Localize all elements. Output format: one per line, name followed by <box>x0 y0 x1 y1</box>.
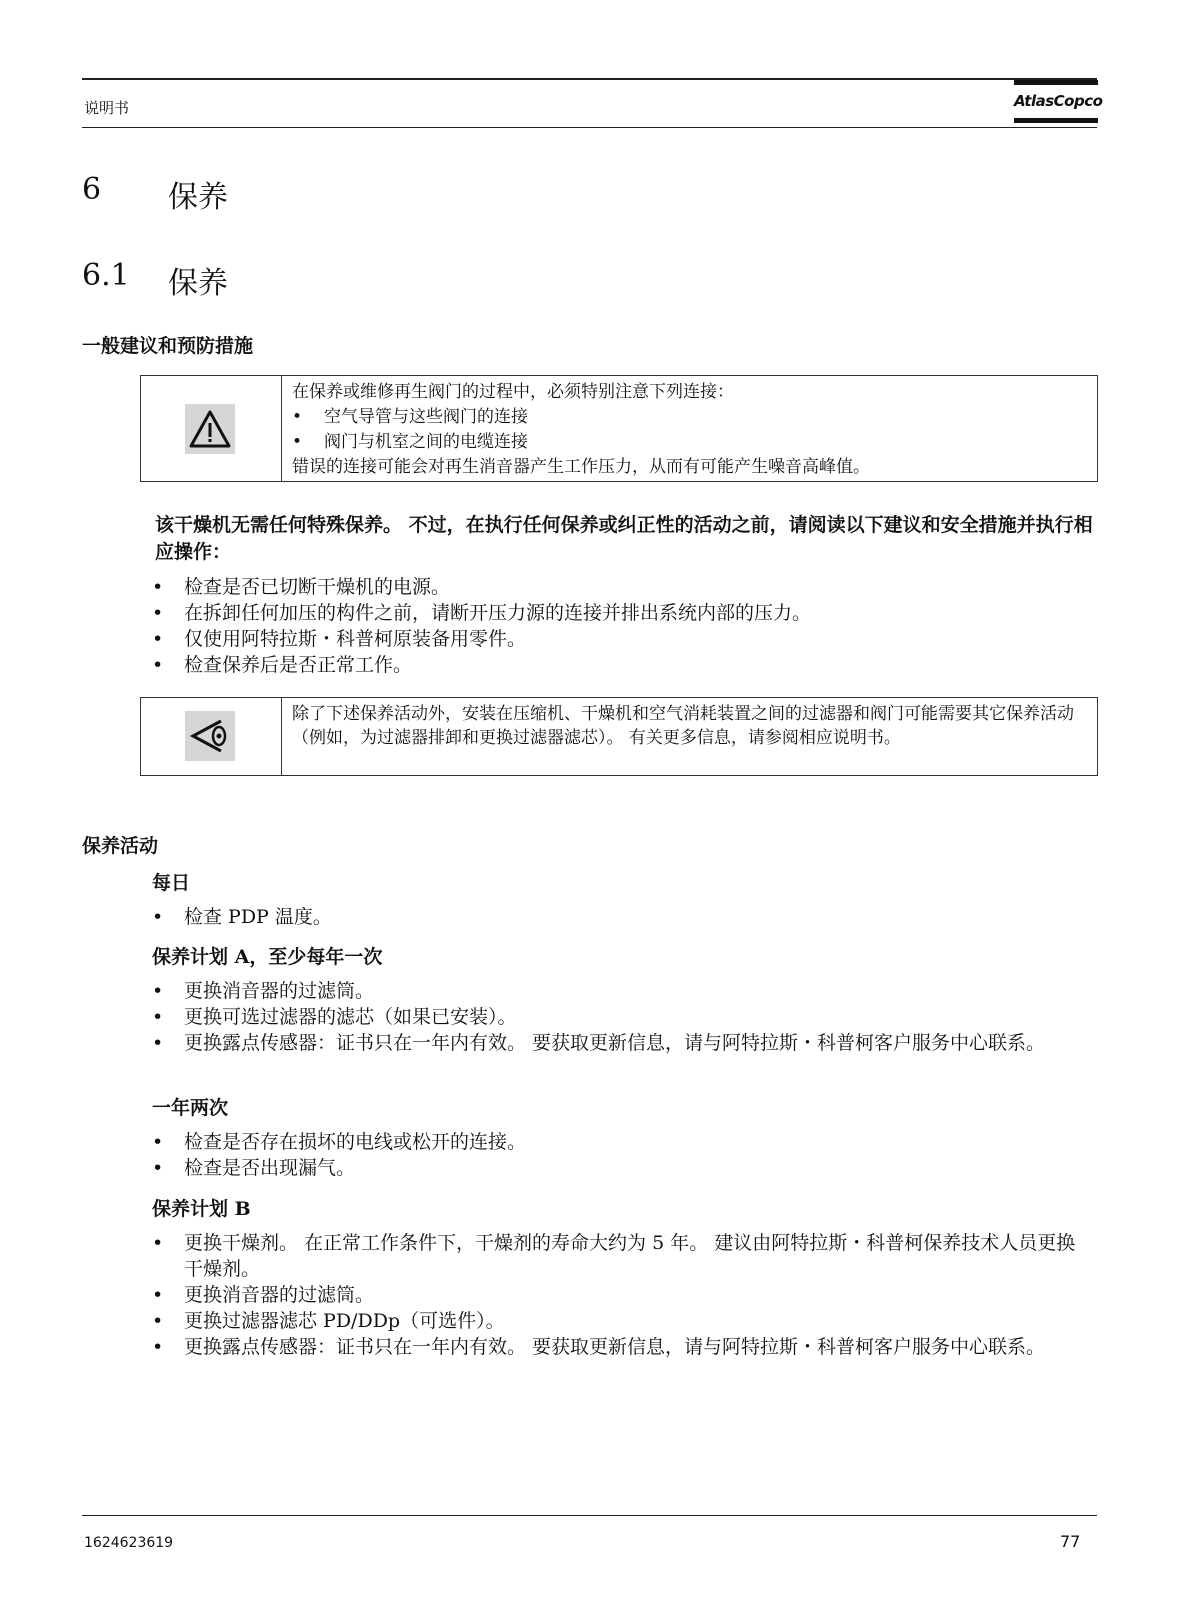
warning-intro: 在保养或维修再生阀门的过程中，必须特别注意下列连接： <box>292 382 734 402</box>
daily-heading: 每日 <box>152 872 191 894</box>
list-item: • 更换露点传感器：证书只在一年内有效。 要获取更新信息，请与阿特拉斯・科普柯客户服务中心联系。 <box>152 1032 1046 1054</box>
plan-b-heading: 保养计划 B <box>152 1198 251 1220</box>
section-title: 保养 <box>168 266 228 301</box>
twice-yearly-list <box>152 1129 1092 1181</box>
list-item: • 检查 PDP 温度。 <box>152 906 332 928</box>
note-text: 除了下述保养活动外，安装在压缩机、干燥机和空气消耗装置之间的过滤器和阀门可能需要其它保养活动（例如，为过滤器排卸和更换过滤器滤芯）。 有关更多信息，请参阅相应说明书。 <box>292 704 1074 748</box>
list-item: • 空气导管与这些阀门的连接 <box>292 407 528 427</box>
list-item: • 更换干燥剂。 在正常工作条件下，干燥剂的寿命大约为 5 年。 建议由阿特拉斯・科普柯保养技术人员更换干燥剂。 <box>152 1232 1076 1280</box>
note-box <box>140 697 1098 776</box>
list-item: • 更换可选过滤器的滤芯（如果已安装）。 <box>152 1006 517 1028</box>
plan-a-heading: 保养计划 A，至少每年一次 <box>152 946 383 968</box>
document-number: 1624623619 <box>84 1535 174 1551</box>
list-item: • 检查是否存在损坏的电线或松开的连接。 <box>152 1131 527 1153</box>
list-item: • 检查是否出现漏气。 <box>152 1157 356 1179</box>
warning-box <box>140 375 1098 482</box>
header-label: 说明书 <box>84 99 130 117</box>
twice-yearly-heading: 一年两次 <box>152 1097 229 1119</box>
eye-icon <box>185 711 235 761</box>
page-number: 77 <box>1060 1532 1081 1551</box>
warning-triangle-icon <box>185 404 235 454</box>
list-item: • 更换消音器的过滤筒。 <box>152 1284 375 1306</box>
activities-heading: 保养活动 <box>82 835 159 857</box>
daily-list <box>152 904 1092 930</box>
section-number: 6.1 <box>82 258 130 293</box>
section-heading <box>82 258 228 302</box>
list-item: • 阀门与机室之间的电缆连接 <box>292 432 528 452</box>
list-item: • 更换消音器的过滤筒。 <box>152 980 375 1002</box>
list-item: • 仅使用阿特拉斯・科普柯原装备用零件。 <box>152 628 527 650</box>
atlas-copco-logo: AtlasCopco <box>1014 80 1098 126</box>
plan-b-list <box>152 1230 1077 1360</box>
list-item: • 更换过滤器滤芯 PD/DDp（可选件）。 <box>152 1310 505 1332</box>
header-bottom-rule <box>82 127 1097 128</box>
warning-outro: 错误的连接可能会对再生消音器产生工作压力，从而有可能产生噪音高峰值。 <box>292 457 870 477</box>
list-item: • 检查是否已切断干燥机的电源。 <box>152 576 451 598</box>
chapter-number: 6 <box>82 172 102 207</box>
footer-rule <box>82 1515 1097 1516</box>
general-heading: 一般建议和预防措施 <box>82 335 254 357</box>
safety-list <box>152 574 1092 678</box>
list-item: • 更换露点传感器：证书只在一年内有效。 要获取更新信息，请与阿特拉斯・科普柯客户服务中心联系。 <box>152 1336 1046 1358</box>
chapter-heading <box>82 172 228 216</box>
header-top-rule <box>82 78 1097 80</box>
list-item: • 在拆卸任何加压的构件之前，请断开压力源的连接并排出系统内部的压力。 <box>152 602 812 624</box>
list-item: • 检查保养后是否正常工作。 <box>152 654 413 676</box>
safety-intro-paragraph: 该干燥机无需任何特殊保养。 不过，在执行任何保养或纠正性的活动之前，请阅读以下建议和安全措施并执行相应操作： <box>155 514 1093 563</box>
chapter-title: 保养 <box>168 180 228 215</box>
plan-a-list <box>152 978 1077 1056</box>
